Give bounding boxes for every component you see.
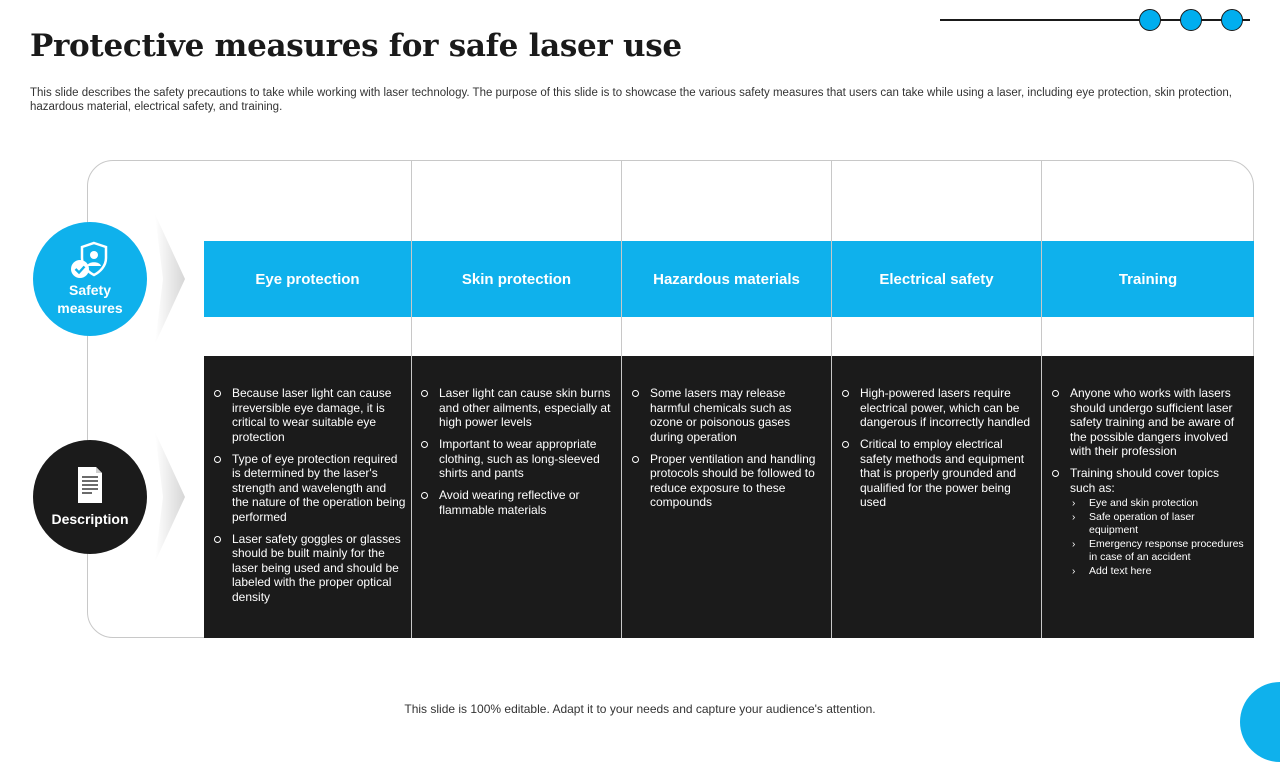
list-item: Anyone who works with lasers should undergo sufficient laser safety training and be aware of the possible dangers involved with their profession [1052,386,1246,459]
bullet-icon [632,456,639,463]
row-label-description: Description [51,511,129,527]
bullet-icon [1052,390,1059,397]
decorative-dot [1139,9,1161,31]
column-divider [621,160,622,638]
sub-list-item: › Eye and skin protection [1072,497,1199,509]
list-item: Because laser light can cause irreversible eye damage, it is critical to wear suitable eye protection [214,386,406,444]
list-item: Some lasers may release harmful chemicals such as ozone or poisonous gases during operation [632,386,824,444]
decorative-line [940,19,1250,21]
row-label-measures: measures [57,300,123,316]
bullet-icon [842,390,849,397]
chevron-right-icon: › [1072,566,1076,577]
list-item: Laser safety goggles or glasses should be built mainly for the laser being used and should be labeled with the proper optical density [214,532,406,605]
list-item: Important to wear appropriate clothing, such as long-sleeved shirts and pants [421,437,611,481]
bullet-icon [214,456,221,463]
list-item: Training should cover topics such as: › Eye and skin protection › Safe operation of laser equipment › Emergency response procedures in case of an accident › Add text here [1052,466,1246,578]
chevron-right-icon: › [1072,539,1076,550]
column-hazardous-materials [632,386,824,517]
list-item: Laser light can cause skin burns and other ailments, especially at high power levels [421,386,611,430]
bullet-icon [421,492,428,499]
header-skin-protection: Skin protection [461,270,572,288]
slide-subtitle: This slide describes the safety precautions to take while working with laser technology. The purpose of this slide is to showcase the various safety measures that users can take while using a laser, including eye protection, skin protection, hazardous material, electrical safety, and training. [30,87,1232,113]
list-item: Avoid wearing reflective or flammable materials [421,488,611,517]
column-training [1052,386,1246,586]
list-item: High-powered lasers require electrical power, which can be dangerous if incorrectly handled [842,386,1034,430]
header-training: Training [1118,270,1178,288]
bullet-icon [421,441,428,448]
header-eye-protection: Eye protection [255,270,360,288]
footer-note: This slide is 100% editable. Adapt it to your needs and capture your audience's attention. [404,702,876,716]
decorative-dot [1180,9,1202,31]
column-electrical-safety [842,386,1034,517]
chevron-right-icon [155,214,185,344]
decorative-dot [1221,9,1243,31]
sub-list-item: › Add text here [1072,565,1152,577]
chevron-right-icon [155,432,185,562]
description-circle [33,440,147,554]
bullet-icon [421,390,428,397]
column-skin-protection [421,386,611,525]
shield-user-check-icon [68,241,112,281]
chevron-right-icon: › [1072,498,1076,509]
list-item: Type of eye protection required is determined by the laser's strength and wavelength and the nature of the operation being performed [214,452,406,525]
bullet-icon [1052,470,1059,477]
slide-title: Protective measures for safe laser use [30,28,682,64]
decorative-corner-circle [1240,682,1280,762]
column-eye-protection [214,386,406,612]
header-hazardous-materials: Hazardous materials [653,270,800,288]
safety-measures-circle [33,222,147,336]
document-icon [76,466,104,504]
bullet-icon [632,390,639,397]
column-divider [411,160,412,638]
list-item: Proper ventilation and handling protocols should be followed to reduce exposure to these compounds [632,452,824,510]
header-electrical-safety: Electrical safety [879,270,994,288]
column-divider [831,160,832,638]
sub-list [1070,497,1246,578]
bullet-icon [842,441,849,448]
bullet-icon [214,390,221,397]
chevron-right-icon: › [1072,512,1076,523]
column-divider [1041,160,1042,638]
list-item: Critical to employ electrical safety methods and equipment that is properly grounded and qualified for the power being used [842,437,1034,510]
row-label-safety: Safety [68,282,112,298]
bullet-icon [214,536,221,543]
sub-list-item: › Safe operation of laser equipment [1072,511,1195,536]
sub-list-item: › Emergency response procedures in case of an accident [1072,538,1244,563]
